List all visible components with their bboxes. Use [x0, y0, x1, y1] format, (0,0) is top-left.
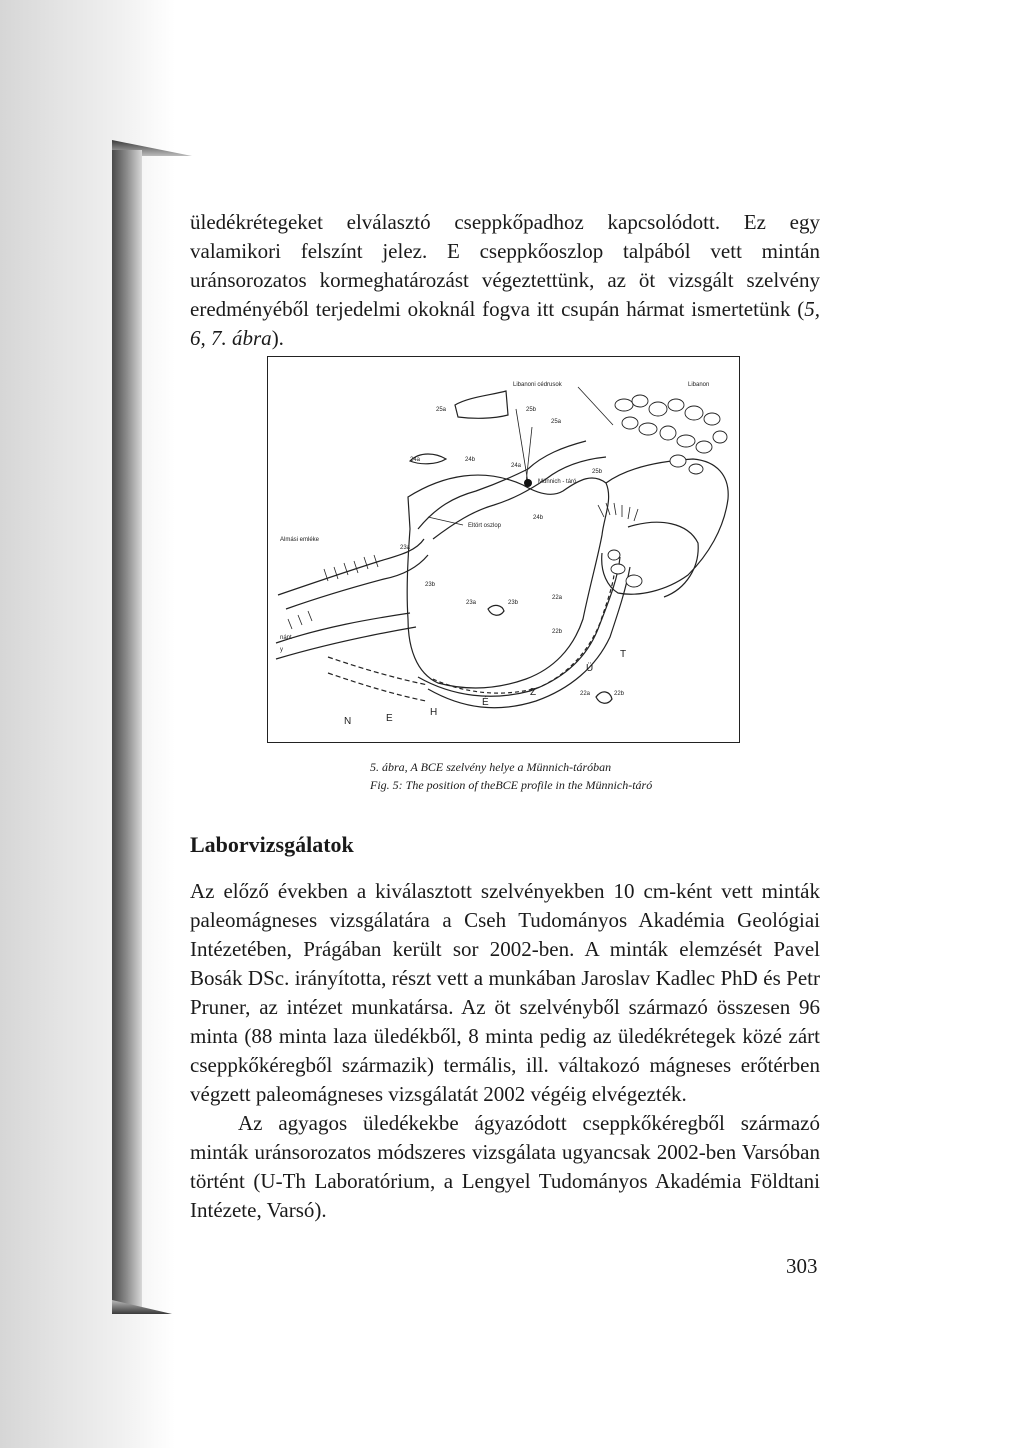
- label-24a-2: 24a: [511, 463, 522, 469]
- tail-passage-2: [328, 673, 426, 701]
- label-libanon: Libanon: [688, 382, 710, 388]
- map-letter-E: E: [386, 713, 393, 724]
- section-heading: Laborvizsgálatok: [190, 832, 354, 857]
- label-24b-2: 24b: [533, 515, 544, 521]
- label-22b-2: 22b: [614, 691, 625, 697]
- sample-point: [524, 479, 532, 487]
- upper-passage: [418, 441, 586, 529]
- label-libanoni-cedrusok: Libanoni cédrusok: [513, 382, 562, 388]
- map-letter-H: H: [430, 707, 438, 718]
- figure-caption-hu: 5. ábra, A BCE szelvény helye a Münnich-táróban: [370, 760, 612, 774]
- label-22b: 22b: [552, 629, 563, 635]
- map-letter-Z: Z: [530, 687, 537, 698]
- label-almasi-emleke: Almási emléke: [280, 537, 320, 543]
- upper-passage-2: [433, 457, 606, 539]
- scan-spine: [112, 150, 142, 1310]
- label-25a-2: 25a: [551, 419, 562, 425]
- leader-line-4: [578, 387, 613, 425]
- label-24a: 24a: [410, 457, 421, 463]
- intro-paragraph: üledékrétegeket elválasztó cseppkőpadhoz kapcsolódott. Ez egy valamikori felszínt jelez. E cseppkőoszlop talpából vett mintán uránsorozatos kormeghatározást végeztettünk, az öt vizsgált szelvény eredményéből terjedelmi okoknál fogva itt csupán hármat ismertetünk (5, 6, 7. ábra).: [190, 210, 820, 350]
- body-text: [190, 877, 820, 1225]
- label-25b-2: 25b: [592, 469, 603, 475]
- label-munnich-taro: Münnich - táró: [538, 479, 577, 485]
- figure-reference: 5, 6, 7. ábra: [190, 297, 820, 350]
- leader-line-3: [428, 517, 463, 525]
- label-nant: nánt -: [280, 635, 296, 641]
- pocket-22a: [596, 692, 612, 703]
- label-25b: 25b: [526, 407, 537, 413]
- lower-loop-outer: [418, 557, 620, 696]
- leader-line-2: [526, 427, 532, 483]
- sw-passage-b: [276, 627, 416, 659]
- label-23b-2: 23b: [508, 600, 519, 606]
- label-eltort-oszlop: Eltört oszlop: [468, 523, 502, 529]
- main-chamber-outline: [407, 475, 608, 688]
- figure-caption-en: Fig. 5: The position of theBCE profile in the Münnich-táró: [370, 778, 653, 792]
- map-letter-E-acute: É: [482, 697, 489, 708]
- label-23b: 23b: [425, 582, 436, 588]
- pocket-25a: [455, 391, 508, 418]
- dashed-channel: [433, 575, 614, 693]
- label-22a: 22a: [552, 595, 563, 601]
- paragraph-2: Az agyagos üledékekbe ágyazódott cseppkőkéregből származó minták uránsorozatos módszeres vizsgálata ugyancsak 2002-ben Varsóban történt (U-Th Laboratórium, a Lengyel Tudományos Akadémia Földtani Intézete, Varsó).: [190, 1111, 820, 1222]
- sw-passage-a: [276, 613, 410, 643]
- label-24b: 24b: [465, 457, 476, 463]
- label-22a-2: 22a: [580, 691, 591, 697]
- boulder-cluster: [608, 395, 727, 587]
- paragraph-1: Az előző években a kiválasztott szelvényekben 10 cm-ként vett minták paleomágneses vizsgálatára a Cseh Tudományos Akadémia Geológiai Intézetében, Prágában került sor 2002-ben. A minták elemzését Pavel Bosák DSc. irányította, részt vett a munkában Jaroslav Kadlec PhD és Petr Pruner, az intézet munkatársa. Az öt szelvényből származó összesen 96 minta (88 minta laza üledékből, 8 minta pedig az üledékrétegek közé zárt cseppkőkéregből származik) termális, ill. váltakozó mágneses erőtérben végzett paleomágneses vizsgálatát 2002 végéig elvégezték.: [190, 879, 820, 1106]
- label-y: y: [280, 647, 283, 653]
- cave-map-figure: [267, 356, 740, 743]
- page-number: 303: [786, 1254, 818, 1278]
- cave-map-drawing: [268, 357, 739, 742]
- label-23a: 23a: [400, 545, 411, 551]
- west-passage-b: [286, 555, 428, 609]
- label-25a: 25a: [436, 407, 447, 413]
- map-letter-T: T: [620, 649, 627, 660]
- map-letter-N: N: [344, 716, 352, 727]
- pocket-23a: [488, 605, 504, 615]
- scan-binding-shadow: [0, 0, 175, 1448]
- label-23a-2: 23a: [466, 600, 477, 606]
- map-letter-U: Ü: [586, 663, 594, 674]
- tail-passage: [328, 657, 428, 685]
